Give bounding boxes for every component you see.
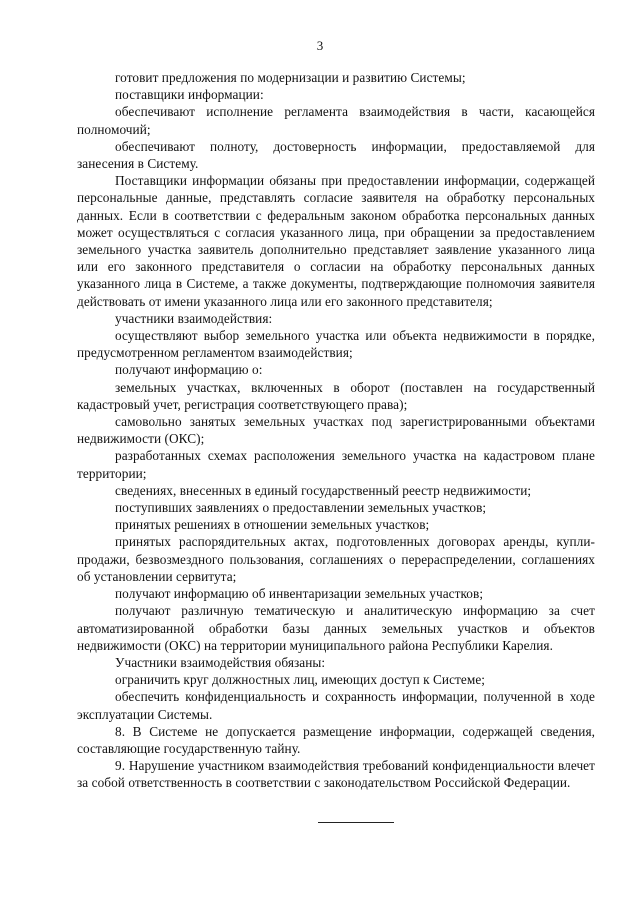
paragraph: разработанных схемах расположения земельного участка на кадастровом плане территории; [77,448,595,481]
paragraph: самовольно занятых земельных участках под зарегистрированными объектами недвижимости (ОКС); [77,414,595,447]
paragraph: принятых распорядительных актах, подготовленных договорах аренды, купли-продажи, безвозмездного пользования, соглашениях о перераспределении, соглашениях об установлении сервитута; [77,534,595,584]
closing-divider [318,822,394,823]
page-number: 3 [316,38,324,53]
paragraph: принятых решениях в отношении земельных участков; [115,517,430,533]
paragraph: сведениях, внесенных в единый государственный реестр недвижимости; [115,482,532,498]
paragraph: Поставщики информации обязаны при предоставлении информации, содержащей персональные данные, представлять согласие заявителя на обработку персональных данных. Если в соответствии с федеральным законом обработка персональных данных может осуществляться с согласия указанного лица, при обращении за предоставлением земельного участка заявитель дополнительно представляет заявление указанного лица или его законного представителя о согласии на обработку персональных данных указанного лица в Системе, а также документы, подтверждающие полномочия заявителя действовать от имени указанного лица или его законного представителя; [77,173,595,309]
paragraph: обеспечивают полноту, достоверность информации, предоставляемой для занесения в Систему. [77,138,595,172]
paragraph: поступивших заявлениях о предоставлении земельных участков; [115,500,487,516]
paragraph: готовит предложения по модернизации и развитию Системы; [115,70,466,85]
paragraph: поставщики информации: [115,87,264,103]
paragraph: получают информацию об инвентаризации земельных участков; [115,586,484,602]
paragraph: земельных участках, включенных в оборот (поставлен на государственный кадастровый учет, регистрация соответствующего права); [77,379,595,412]
paragraph: ограничить круг должностных лиц, имеющих доступ к Системе; [115,672,486,688]
paragraph: обеспечивают исполнение регламента взаимодействия в части, касающейся полномочий; [77,104,595,137]
paragraph: получают различную тематическую и аналитическую информацию за счет автоматизированной обработки базы данных земельных участков и объектов недвижимости (ОКС) на территории муниципального района Республики Карелия. [77,603,595,653]
paragraph: получают информацию о: [115,362,263,378]
paragraph: обеспечить конфиденциальность и сохранность информации, полученной в ходе эксплуатации Системы. [77,689,595,722]
paragraph: 8. В Системе не допускается размещение информации, содержащей сведения, составляющие государственную тайну. [77,723,595,756]
paragraph: участники взаимодействия: [115,310,273,326]
paragraph: Участники взаимодействия обязаны: [115,654,326,670]
document-body [77,69,595,792]
paragraph: 9. Нарушение участником взаимодействия требований конфиденциальности влечет за собой ответственность в соответствии с законодательством Российской Федерации. [77,758,595,791]
paragraph: осуществляют выбор земельного участка или объекта недвижимости в порядке, предусмотренном регламентом взаимодействия; [77,328,595,361]
